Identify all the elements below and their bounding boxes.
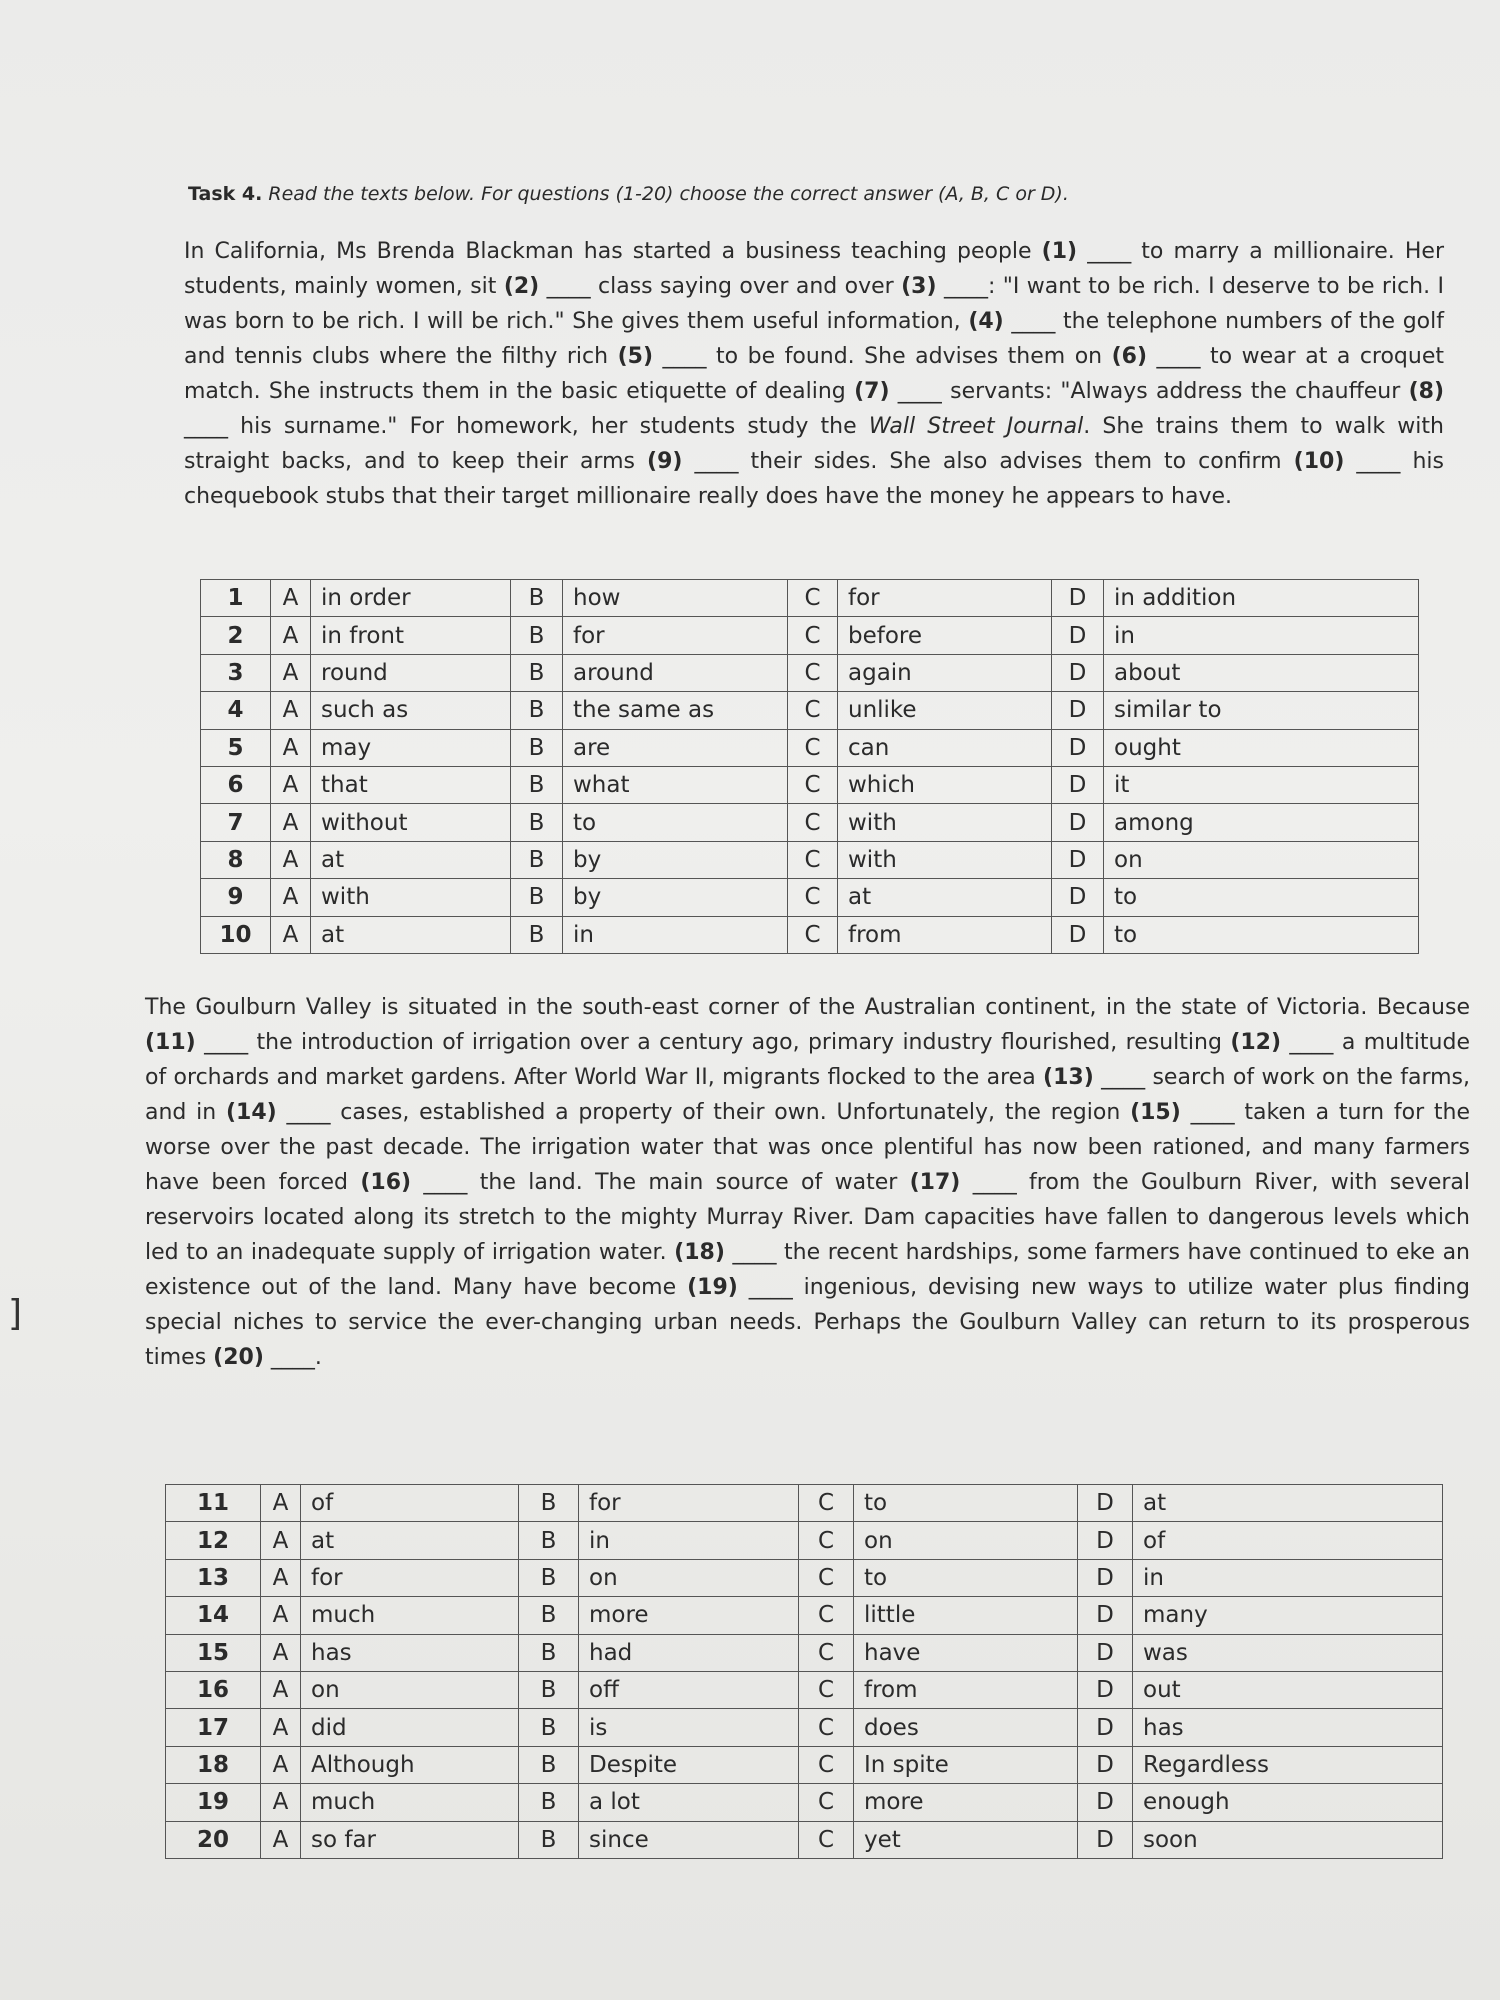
option-a[interactable]: at — [311, 916, 511, 953]
text-segment: ____ class saying over and over — [539, 274, 902, 299]
option-c[interactable]: little — [854, 1597, 1078, 1634]
task-heading — [188, 183, 1388, 205]
text-segment: ____ to wear at a croquet match. She instructs them in the basic etiquette of dealing — [184, 344, 1445, 404]
option-a[interactable]: at — [311, 841, 511, 878]
question-number-cell: 17 — [166, 1709, 261, 1746]
option-letter-d: D — [1052, 692, 1104, 729]
option-d[interactable]: has — [1133, 1709, 1443, 1746]
option-a[interactable]: has — [301, 1634, 519, 1671]
option-letter-b: B — [511, 729, 563, 766]
option-c[interactable]: again — [838, 654, 1052, 691]
option-d[interactable]: in — [1104, 617, 1419, 654]
option-letter-c: C — [799, 1709, 854, 1746]
option-d[interactable]: many — [1133, 1597, 1443, 1634]
option-letter-a: A — [271, 841, 311, 878]
question-number-cell: 12 — [166, 1522, 261, 1559]
option-a[interactable]: much — [301, 1597, 519, 1634]
option-letter-c: C — [799, 1485, 854, 1522]
question-number: (1) — [1041, 239, 1078, 264]
margin-mark: ] — [8, 1293, 23, 1334]
question-number-cell: 7 — [201, 804, 271, 841]
option-letter-d: D — [1052, 766, 1104, 803]
option-c[interactable]: more — [854, 1784, 1078, 1821]
option-a[interactable]: at — [301, 1522, 519, 1559]
option-d[interactable]: ought — [1104, 729, 1419, 766]
option-letter-b: B — [511, 617, 563, 654]
option-b[interactable]: by — [563, 879, 788, 916]
text-segment: ____ servants: "Always address the chauffeur — [889, 379, 1409, 404]
option-letter-c: C — [799, 1634, 854, 1671]
option-row — [201, 617, 1419, 654]
question-number: (20) — [213, 1345, 264, 1370]
text-segment: ____: "I want to be rich. I deserve to be rich. I was born to be rich. I will be rich." She gives them useful information, — [184, 274, 1445, 334]
option-letter-b: B — [519, 1671, 579, 1708]
option-row — [166, 1597, 1443, 1634]
option-letter-b: B — [519, 1821, 579, 1858]
option-d[interactable]: on — [1104, 841, 1419, 878]
option-b[interactable]: to — [563, 804, 788, 841]
option-letter-d: D — [1052, 580, 1104, 617]
question-number: (6) — [1111, 344, 1148, 369]
option-letter-c: C — [799, 1597, 854, 1634]
text-segment: . She trains them to walk with straight backs, and to keep their arms — [184, 414, 1444, 474]
option-letter-c: C — [788, 766, 838, 803]
question-number: (12) — [1230, 1030, 1282, 1055]
option-letter-a: A — [261, 1821, 301, 1858]
option-c[interactable]: for — [838, 580, 1052, 617]
question-number: (16) — [360, 1170, 412, 1195]
text-segment: ____ ingenious, devising new ways to utilize water plus finding special niches to service the ever-changing urban needs. Perhaps the Goulburn Valley can return to its prosperous times — [145, 1275, 1471, 1370]
text-segment: The Goulburn Valley is situated in the south-east corner of the Australian continent, in the state of Victoria. Because — [145, 995, 1470, 1020]
option-b[interactable]: the same as — [563, 692, 788, 729]
option-b[interactable]: for — [579, 1485, 799, 1522]
option-letter-a: A — [271, 766, 311, 803]
option-d[interactable]: enough — [1133, 1784, 1443, 1821]
question-number-cell: 8 — [201, 841, 271, 878]
option-a[interactable]: in front — [311, 617, 511, 654]
option-d[interactable]: of — [1133, 1522, 1443, 1559]
option-d[interactable]: to — [1104, 879, 1419, 916]
option-letter-a: A — [261, 1634, 301, 1671]
option-letter-c: C — [788, 804, 838, 841]
question-number-cell: 19 — [166, 1784, 261, 1821]
option-d[interactable]: in — [1133, 1559, 1443, 1596]
question-number-cell: 6 — [201, 766, 271, 803]
option-row — [201, 654, 1419, 691]
option-c[interactable]: with — [838, 804, 1052, 841]
question-number-cell: 4 — [201, 692, 271, 729]
option-letter-d: D — [1078, 1634, 1133, 1671]
question-number-cell: 3 — [201, 654, 271, 691]
option-letter-d: D — [1078, 1671, 1133, 1708]
option-row — [201, 580, 1419, 617]
option-d[interactable]: similar to — [1104, 692, 1419, 729]
option-a[interactable]: so far — [301, 1821, 519, 1858]
question-number: (2) — [503, 274, 540, 299]
text-segment: ____ a multitude of orchards and market gardens. After World War II, migrants flocked to the area — [145, 1030, 1470, 1090]
option-letter-b: B — [511, 916, 563, 953]
option-letter-d: D — [1078, 1821, 1133, 1858]
question-number-cell: 20 — [166, 1821, 261, 1858]
option-letter-d: D — [1078, 1709, 1133, 1746]
option-letter-c: C — [788, 654, 838, 691]
option-a[interactable]: Although — [301, 1746, 519, 1783]
option-letter-c: C — [788, 617, 838, 654]
option-letter-c: C — [799, 1821, 854, 1858]
question-number-cell: 9 — [201, 879, 271, 916]
option-letter-d: D — [1052, 841, 1104, 878]
option-letter-a: A — [261, 1746, 301, 1783]
option-b[interactable]: around — [563, 654, 788, 691]
option-letter-a: A — [271, 729, 311, 766]
italic-title: Wall Street Journal — [868, 414, 1084, 439]
option-letter-a: A — [261, 1485, 301, 1522]
question-number: (15) — [1130, 1100, 1181, 1125]
question-number-cell: 18 — [166, 1746, 261, 1783]
option-c[interactable]: can — [838, 729, 1052, 766]
option-row — [201, 841, 1419, 878]
option-letter-a: A — [271, 879, 311, 916]
option-b[interactable]: how — [563, 580, 788, 617]
option-letter-c: C — [788, 916, 838, 953]
option-letter-a: A — [261, 1559, 301, 1596]
question-number-cell: 10 — [201, 916, 271, 953]
option-letter-b: B — [511, 654, 563, 691]
option-letter-b: B — [511, 841, 563, 878]
text-segment: ____ search of work on the farms, and in — [145, 1065, 1470, 1125]
option-d[interactable]: soon — [1133, 1821, 1443, 1858]
option-letter-b: B — [511, 766, 563, 803]
question-number: (4) — [968, 309, 1004, 334]
option-row — [166, 1671, 1443, 1708]
option-b[interactable]: are — [563, 729, 788, 766]
option-letter-d: D — [1052, 617, 1104, 654]
option-c[interactable]: at — [838, 879, 1052, 916]
option-letter-b: B — [519, 1522, 579, 1559]
option-row — [166, 1784, 1443, 1821]
option-c[interactable]: to — [854, 1559, 1078, 1596]
answer-options-table-2 — [165, 1484, 1443, 1859]
option-b[interactable]: for — [563, 617, 788, 654]
option-letter-d: D — [1078, 1522, 1133, 1559]
option-letter-d: D — [1052, 654, 1104, 691]
option-c[interactable]: with — [838, 841, 1052, 878]
option-b[interactable]: is — [579, 1709, 799, 1746]
option-letter-a: A — [271, 692, 311, 729]
option-row — [166, 1746, 1443, 1783]
option-d[interactable]: it — [1104, 766, 1419, 803]
text-segment: ____ to marry a millionaire. Her students, mainly women, sit — [184, 239, 1444, 299]
option-letter-a: A — [261, 1597, 301, 1634]
option-b[interactable]: by — [563, 841, 788, 878]
question-number-cell: 16 — [166, 1671, 261, 1708]
option-a[interactable]: that — [311, 766, 511, 803]
option-d[interactable]: about — [1104, 654, 1419, 691]
option-d[interactable]: Regardless — [1133, 1746, 1443, 1783]
question-number-cell: 14 — [166, 1597, 261, 1634]
option-letter-d: D — [1078, 1784, 1133, 1821]
question-number: (17) — [909, 1170, 961, 1195]
option-b[interactable]: more — [579, 1597, 799, 1634]
option-b[interactable]: on — [579, 1559, 799, 1596]
text-segment: ____ his surname." For homework, her students study the — [184, 414, 869, 439]
option-c[interactable]: on — [854, 1522, 1078, 1559]
option-letter-d: D — [1078, 1746, 1133, 1783]
text-segment: ____ taken a turn for the worse over the past decade. The irrigation water that was once plentiful has now been rationed, and many farmers have been forced — [145, 1100, 1471, 1195]
option-letter-c: C — [788, 841, 838, 878]
option-b[interactable]: what — [563, 766, 788, 803]
option-letter-a: A — [271, 654, 311, 691]
text-segment: ____ his chequebook stubs that their target millionaire really does have the money he appears to have. — [184, 449, 1444, 509]
reading-text-2 — [145, 990, 1470, 1375]
question-number-cell: 2 — [201, 617, 271, 654]
question-number: (18) — [674, 1240, 725, 1265]
text-segment: In California, Ms Brenda Blackman has started a business teaching people — [184, 239, 1042, 264]
option-row — [201, 916, 1419, 953]
option-row — [166, 1709, 1443, 1746]
option-row — [166, 1559, 1443, 1596]
option-letter-c: C — [788, 692, 838, 729]
option-letter-b: B — [519, 1709, 579, 1746]
option-b[interactable]: Despite — [579, 1746, 799, 1783]
option-c[interactable]: yet — [854, 1821, 1078, 1858]
option-b[interactable]: had — [579, 1634, 799, 1671]
option-a[interactable]: with — [311, 879, 511, 916]
option-c[interactable]: In spite — [854, 1746, 1078, 1783]
option-letter-c: C — [799, 1559, 854, 1596]
option-letter-d: D — [1052, 879, 1104, 916]
option-c[interactable]: before — [838, 617, 1052, 654]
option-row — [201, 766, 1419, 803]
question-number: (10) — [1293, 449, 1345, 474]
text-segment: ____ the telephone numbers of the golf and tennis clubs where the filthy rich — [184, 309, 1444, 369]
question-number: (14) — [226, 1100, 277, 1125]
option-letter-b: B — [519, 1746, 579, 1783]
option-letter-d: D — [1078, 1485, 1133, 1522]
option-c[interactable]: to — [854, 1485, 1078, 1522]
option-letter-b: B — [519, 1597, 579, 1634]
option-letter-d: D — [1052, 916, 1104, 953]
option-row — [201, 692, 1419, 729]
question-number-cell: 5 — [201, 729, 271, 766]
option-letter-d: D — [1078, 1559, 1133, 1596]
option-b[interactable]: in — [563, 916, 788, 953]
question-number: (7) — [854, 379, 890, 404]
option-d[interactable]: out — [1133, 1671, 1443, 1708]
option-letter-c: C — [799, 1784, 854, 1821]
option-letter-a: A — [271, 804, 311, 841]
option-letter-a: A — [271, 916, 311, 953]
option-c[interactable]: have — [854, 1634, 1078, 1671]
option-letter-d: D — [1052, 729, 1104, 766]
option-letter-b: B — [519, 1634, 579, 1671]
option-letter-a: A — [261, 1522, 301, 1559]
option-letter-b: B — [519, 1485, 579, 1522]
option-letter-a: A — [271, 617, 311, 654]
text-segment: ____ from the Goulburn River, with several reservoirs located along its stretch to the mighty Murray River. Dam capacities have fallen to dangerous levels which led to an inadequate supply of irrigation water. — [145, 1170, 1470, 1265]
option-c[interactable]: from — [854, 1671, 1078, 1708]
task-number: Task 4. — [188, 183, 263, 205]
question-number: (19) — [687, 1275, 738, 1300]
option-letter-c: C — [799, 1522, 854, 1559]
option-letter-c: C — [788, 729, 838, 766]
option-a[interactable]: such as — [311, 692, 511, 729]
option-b[interactable]: a lot — [579, 1784, 799, 1821]
option-c[interactable]: does — [854, 1709, 1078, 1746]
option-letter-c: C — [799, 1671, 854, 1708]
option-letter-a: A — [261, 1671, 301, 1708]
option-a[interactable]: for — [301, 1559, 519, 1596]
option-letter-b: B — [519, 1559, 579, 1596]
option-b[interactable]: in — [579, 1522, 799, 1559]
question-number: (13) — [1043, 1065, 1094, 1090]
option-c[interactable]: which — [838, 766, 1052, 803]
question-number-cell: 13 — [166, 1559, 261, 1596]
text-segment: ____ their sides. She also advises them to confirm — [682, 449, 1294, 474]
option-row — [166, 1485, 1443, 1522]
option-d[interactable]: among — [1104, 804, 1419, 841]
option-c[interactable]: from — [838, 916, 1052, 953]
option-a[interactable]: without — [311, 804, 511, 841]
option-a[interactable]: round — [311, 654, 511, 691]
option-letter-b: B — [511, 580, 563, 617]
option-letter-a: A — [271, 580, 311, 617]
question-number-cell: 11 — [166, 1485, 261, 1522]
option-row — [201, 804, 1419, 841]
option-letter-c: C — [788, 580, 838, 617]
option-letter-a: A — [261, 1784, 301, 1821]
option-letter-b: B — [519, 1784, 579, 1821]
option-d[interactable]: at — [1133, 1485, 1443, 1522]
question-number: (8) — [1408, 379, 1444, 404]
option-letter-b: B — [511, 692, 563, 729]
option-letter-b: B — [511, 879, 563, 916]
option-row — [166, 1634, 1443, 1671]
option-letter-d: D — [1052, 804, 1104, 841]
option-letter-c: C — [788, 879, 838, 916]
option-b[interactable]: since — [579, 1821, 799, 1858]
option-a[interactable]: did — [301, 1709, 519, 1746]
option-letter-a: A — [261, 1709, 301, 1746]
task-instruction: Read the texts below. For questions (1-20) choose the correct answer (A, B, C or D). — [268, 183, 1069, 205]
option-a[interactable]: may — [311, 729, 511, 766]
option-a[interactable]: on — [301, 1671, 519, 1708]
question-number: (11) — [145, 1030, 196, 1055]
option-d[interactable]: to — [1104, 916, 1419, 953]
option-letter-b: B — [511, 804, 563, 841]
option-a[interactable]: of — [301, 1485, 519, 1522]
text-segment: ____ the land. The main source of water — [411, 1170, 910, 1195]
text-segment: ____. — [263, 1345, 322, 1370]
question-number: (9) — [647, 449, 683, 474]
option-row — [201, 879, 1419, 916]
question-number: (5) — [617, 344, 653, 369]
option-letter-d: D — [1078, 1597, 1133, 1634]
option-row — [166, 1821, 1443, 1858]
option-c[interactable]: unlike — [838, 692, 1052, 729]
option-d[interactable]: in addition — [1104, 580, 1419, 617]
text-segment: ____ the introduction of irrigation over a century ago, primary industry flourished, resulting — [195, 1030, 1231, 1055]
question-number: (3) — [901, 274, 937, 299]
text-segment: ____ the recent hardships, some farmers have continued to eke an existence out of the land. Many have become — [145, 1240, 1470, 1300]
question-number-cell: 15 — [166, 1634, 261, 1671]
option-letter-c: C — [799, 1746, 854, 1783]
option-row — [201, 729, 1419, 766]
question-number-cell: 1 — [201, 580, 271, 617]
option-row — [166, 1522, 1443, 1559]
reading-text-1 — [184, 234, 1444, 514]
option-a[interactable]: much — [301, 1784, 519, 1821]
option-d[interactable]: was — [1133, 1634, 1443, 1671]
option-a[interactable]: in order — [311, 580, 511, 617]
answer-options-table-1 — [200, 579, 1419, 954]
text-segment: ____ to be found. She advises them on — [653, 344, 1112, 369]
option-b[interactable]: off — [579, 1671, 799, 1708]
text-segment: ____ cases, established a property of their own. Unfortunately, the region — [276, 1100, 1131, 1125]
